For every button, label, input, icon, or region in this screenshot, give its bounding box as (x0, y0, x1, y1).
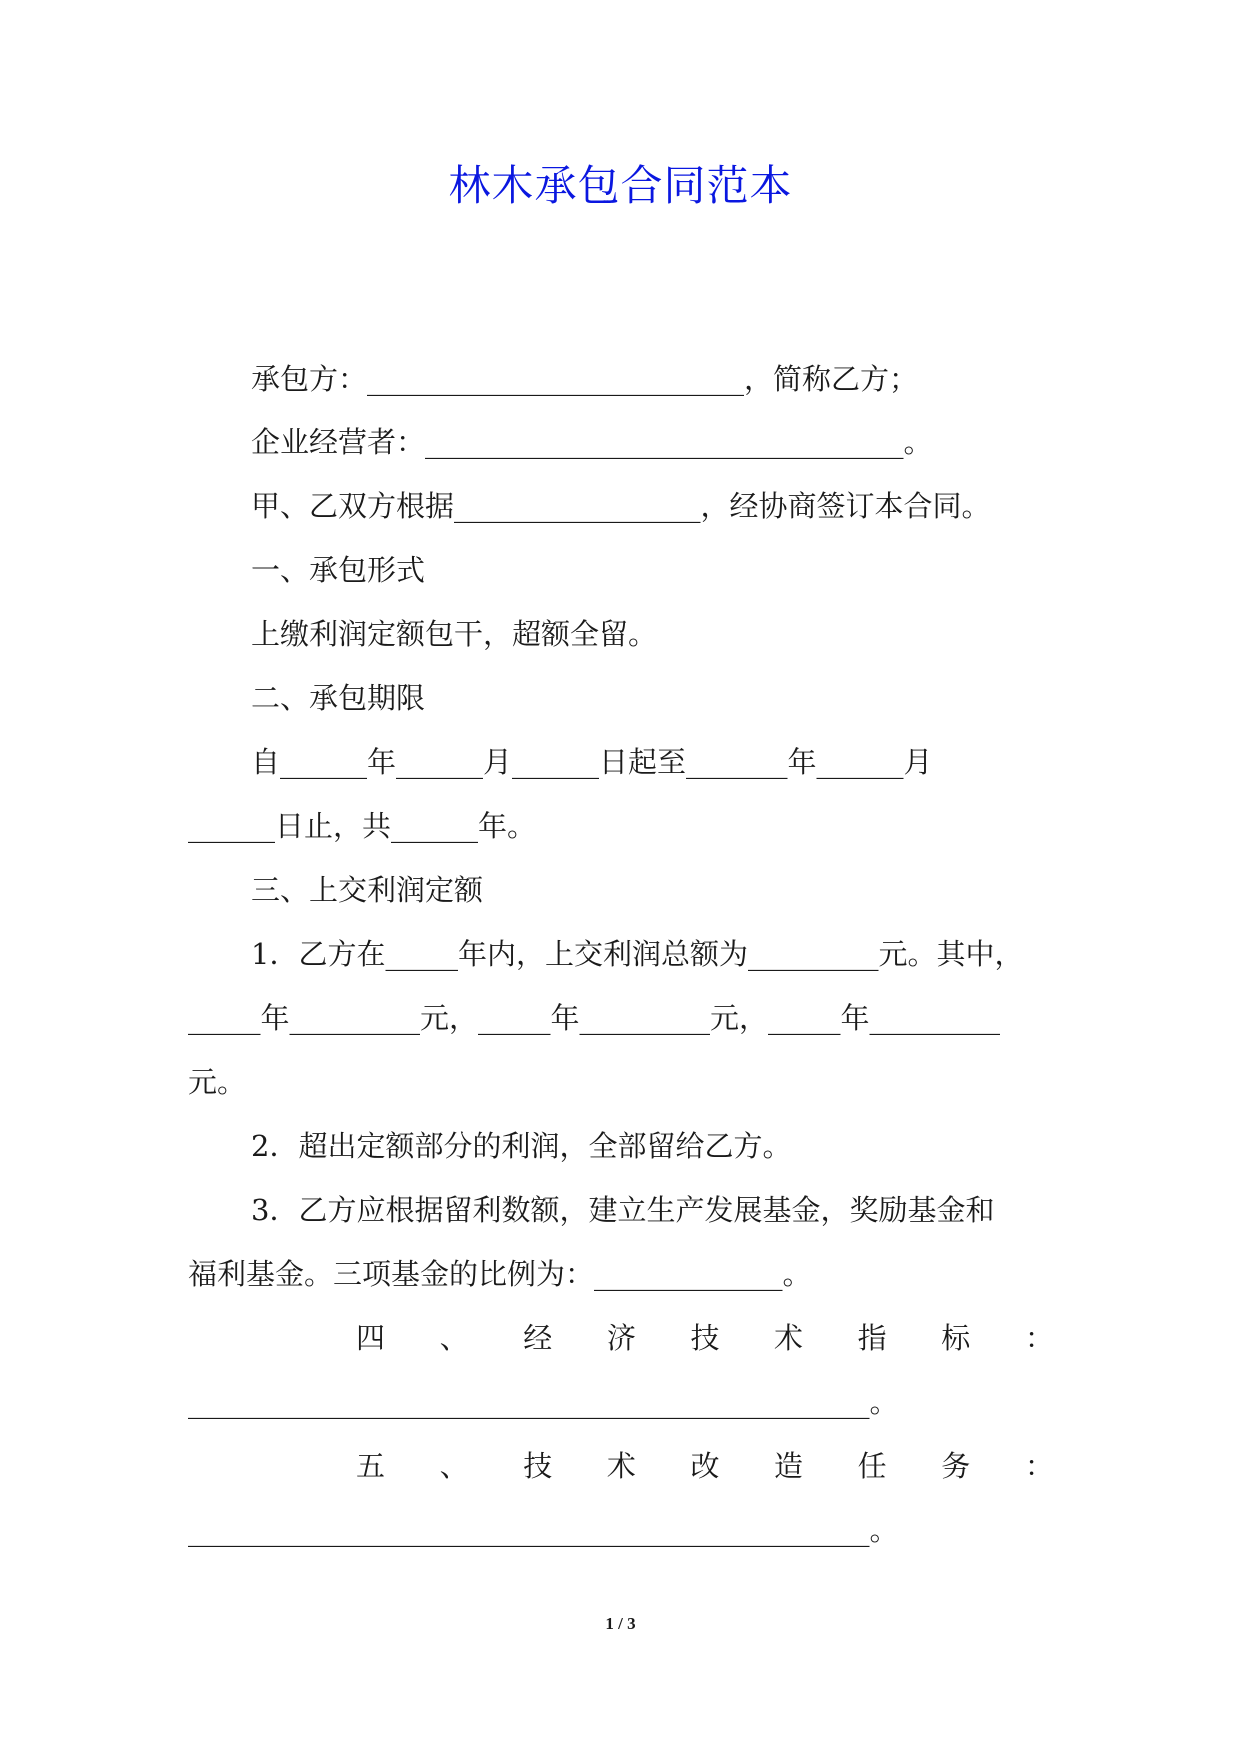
clause-1-line-3: 元。 (188, 1065, 247, 1099)
heading-char: 术 (606, 1449, 636, 1483)
heading-char: 术 (774, 1321, 804, 1355)
basis-line: 甲、乙双方根据_________________，经协商签订本合同。 (251, 489, 991, 523)
term-line-2: ______日止，共______年。 (188, 809, 537, 843)
section-4-blank: _______________________________________________。 (188, 1385, 899, 1419)
clause-1-line-1: 1．乙方在_____年内，上交利润总额为_________元。其中， (251, 937, 1024, 971)
section-3-heading: 三、上交利润定额 (251, 873, 484, 907)
clause-2-line: 2．超出定额部分的利润，全部留给乙方。 (251, 1129, 792, 1163)
heading-char: 造 (774, 1449, 804, 1483)
term-line-1: 自______年______月______日起至_______年______月 (251, 745, 933, 779)
section-5-blank: _______________________________________________。 (188, 1513, 899, 1547)
heading-char: 任 (857, 1449, 887, 1483)
section-5-heading (188, 1446, 1058, 1486)
heading-char: 指 (857, 1321, 887, 1355)
section-1-text: 上缴利润定额包干，超额全留。 (251, 617, 658, 651)
clause-3-line-2: 福利基金。三项基金的比例为：_____________。 (188, 1257, 812, 1291)
operator-line: 企业经营者：_________________________________。 (251, 425, 933, 459)
contractor-line: 承包方：__________________________，简称乙方； (251, 362, 919, 396)
section-1-heading: 一、承包形式 (251, 553, 426, 587)
section-4-heading (188, 1318, 1058, 1358)
heading-char: ： (1024, 1449, 1054, 1483)
clause-1-line-2: _____年_________元，_____年_________元，_____年_________ (188, 1001, 1001, 1035)
heading-char: 技 (690, 1321, 720, 1355)
section-2-heading: 二、承包期限 (251, 681, 426, 715)
heading-char: 、 (439, 1449, 469, 1483)
heading-char: 四 (356, 1321, 386, 1355)
clause-3-line-1: 3．乙方应根据留利数额，建立生产发展基金，奖励基金和 (251, 1193, 995, 1227)
page-number: 1 / 3 (605, 1614, 636, 1633)
heading-char: 五 (356, 1449, 386, 1483)
heading-char: 标 (941, 1321, 971, 1355)
heading-char: 济 (606, 1321, 636, 1355)
heading-char: 务 (941, 1449, 971, 1483)
heading-char: ： (1024, 1321, 1054, 1355)
heading-char: 改 (690, 1449, 720, 1483)
heading-char: 技 (523, 1449, 553, 1483)
heading-char: 、 (439, 1321, 469, 1355)
document-title: 林木承包合同范本 (448, 161, 793, 210)
heading-char: 经 (523, 1321, 553, 1355)
